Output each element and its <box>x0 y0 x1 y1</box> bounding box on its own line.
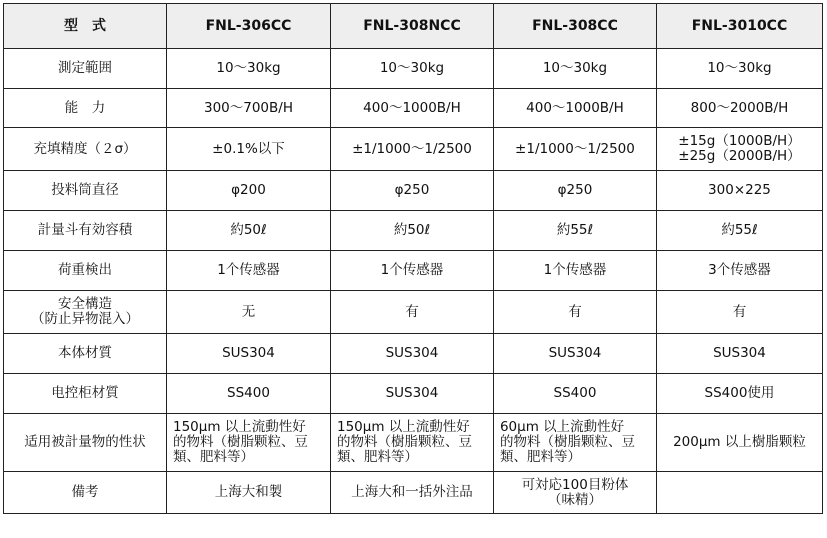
cell-text: SUS304 <box>222 345 275 361</box>
cell-text: φ200 <box>231 182 266 198</box>
model-header-cell: FNL-306CC <box>166 4 330 49</box>
cell-text: φ250 <box>394 182 430 198</box>
table-cell <box>493 291 656 334</box>
cell-text: 适用被計量物的性状 <box>24 434 146 450</box>
cell-text: 安全構造 <box>57 296 112 312</box>
table-cell <box>656 472 822 514</box>
cell-text: （防止异物混入） <box>30 311 139 327</box>
table-cell <box>656 414 822 472</box>
cell-text: 200μm 以上樹脂颗粒 <box>673 434 806 450</box>
table-cell <box>656 211 822 251</box>
table-row <box>4 472 823 514</box>
cell-text: 1个传感器 <box>543 262 607 278</box>
cell-text: 荷重検出 <box>57 262 112 278</box>
table-cell <box>166 49 330 89</box>
table-row <box>4 414 823 472</box>
cell-text: 3个传感器 <box>708 262 771 278</box>
cell-text: 10～30kg <box>542 60 608 76</box>
row-label-cell <box>4 414 167 472</box>
table-cell <box>493 211 656 251</box>
cell-text: ±15g（1000B/H） <box>678 133 801 149</box>
cell-text: 約50ℓ <box>393 222 431 238</box>
table-cell <box>166 128 330 171</box>
table-cell <box>330 414 493 472</box>
cell-text: 投料筒直径 <box>51 182 119 198</box>
cell-text: 計量斗有効容積 <box>37 222 133 238</box>
cell-text: 150μm 以上流動性好 <box>172 419 306 435</box>
header-label-cell: 型 式 <box>4 4 167 49</box>
table-cell <box>656 49 822 89</box>
table-cell <box>330 334 493 374</box>
table-cell <box>166 472 330 514</box>
cell-text: 約50ℓ <box>230 222 267 238</box>
table-cell <box>493 49 656 89</box>
table-cell <box>330 472 493 514</box>
table-row <box>4 128 823 171</box>
cell-text: ±25g（2000B/H） <box>678 148 801 164</box>
cell-text: 1个传感器 <box>217 262 280 278</box>
cell-text: 類、肥料等） <box>172 449 254 465</box>
cell-text: SUS304 <box>548 345 602 361</box>
table-cell <box>166 211 330 251</box>
cell-text: 類、肥料等） <box>499 449 581 465</box>
row-label-cell <box>4 374 167 414</box>
table-cell <box>656 374 822 414</box>
cell-text: SUS304 <box>385 385 439 401</box>
cell-text: 測定範囲 <box>57 60 112 76</box>
cell-text: 150μm 以上流動性好 <box>336 419 470 435</box>
table-cell <box>656 251 822 291</box>
cell-text: （味精） <box>547 491 602 508</box>
cell-text: 10～30kg <box>379 60 445 76</box>
table-cell <box>493 374 656 414</box>
table-cell <box>166 171 330 211</box>
table-cell <box>166 89 330 128</box>
cell-text: 的物料（樹脂颗粒、豆 <box>172 434 308 450</box>
cell-text: 有 <box>405 303 419 320</box>
model-header-cell: FNL-308CC <box>493 4 656 49</box>
cell-text: 300～700B/H <box>203 99 293 116</box>
table-cell <box>330 291 493 334</box>
table-cell <box>330 89 493 128</box>
table-cell <box>166 334 330 374</box>
row-label-cell <box>4 472 167 514</box>
row-label-cell <box>4 171 167 211</box>
cell-text: 約55ℓ <box>721 222 758 238</box>
row-label-cell <box>4 89 167 128</box>
cell-text: 的物料（樹脂颗粒、豆 <box>499 434 635 450</box>
table-cell <box>656 128 822 171</box>
table-cell <box>166 251 330 291</box>
cell-text: SUS304 <box>385 345 439 361</box>
cell-text: 的物料（樹脂颗粒、豆 <box>336 434 472 450</box>
table-cell <box>330 251 493 291</box>
spec-table <box>3 3 823 514</box>
cell-text: SS400 <box>553 385 597 401</box>
cell-text: 充填精度（２σ） <box>33 140 137 157</box>
cell-text: 无 <box>241 303 256 320</box>
model-header-cell: FNL-308NCC <box>330 4 493 49</box>
cell-text: 上海大和一括外注品 <box>351 484 473 500</box>
table-cell <box>656 89 822 128</box>
table-cell <box>330 374 493 414</box>
cell-text: ±0.1%以下 <box>212 140 285 157</box>
cell-text: 800～2000B/H <box>690 99 789 116</box>
table-row <box>4 49 823 89</box>
table-cell <box>330 49 493 89</box>
table-row <box>4 374 823 414</box>
table-cell <box>330 128 493 171</box>
cell-text: φ250 <box>557 182 593 198</box>
cell-text: SS400使用 <box>704 385 775 401</box>
model-header-cell: FNL-3010CC <box>656 4 822 49</box>
row-label-cell <box>4 251 167 291</box>
cell-text: 備考 <box>71 484 99 500</box>
cell-text: 300×225 <box>708 182 771 198</box>
table-row <box>4 251 823 291</box>
cell-text: 60μm 以上流動性好 <box>499 419 625 435</box>
row-label-cell <box>4 291 167 334</box>
cell-text: 約55ℓ <box>556 222 594 238</box>
table-cell <box>166 414 330 472</box>
table-cell <box>493 414 656 472</box>
cell-text: SUS304 <box>713 345 766 361</box>
row-label-cell <box>4 49 167 89</box>
table-cell <box>166 374 330 414</box>
cell-text: 电控柜材質 <box>51 385 119 401</box>
table-row <box>4 334 823 374</box>
table-row <box>4 89 823 128</box>
table-cell <box>493 334 656 374</box>
table-cell <box>493 472 656 514</box>
table-cell <box>493 251 656 291</box>
table-cell <box>493 128 656 171</box>
cell-text: 400～1000B/H <box>526 99 624 116</box>
cell-text: 上海大和製 <box>214 484 283 500</box>
cell-text: 有 <box>568 303 582 320</box>
cell-text: 可対応100目粉体 <box>521 476 629 493</box>
cell-text: 10～30kg <box>216 60 281 76</box>
cell-text: 400～1000B/H <box>363 99 461 116</box>
row-label-cell <box>4 128 167 171</box>
table-cell <box>330 211 493 251</box>
cell-text: 能 力 <box>64 99 106 116</box>
table-row <box>4 211 823 251</box>
row-label-cell <box>4 334 167 374</box>
table-cell <box>493 171 656 211</box>
cell-text: SS400 <box>227 385 270 401</box>
table-cell <box>166 291 330 334</box>
table-cell <box>493 89 656 128</box>
cell-text: 類、肥料等） <box>336 449 418 465</box>
table-row <box>4 291 823 334</box>
header-row <box>4 4 823 49</box>
cell-text: ±1/1000～1/2500 <box>352 140 472 157</box>
table-cell <box>656 291 822 334</box>
table-cell <box>656 171 822 211</box>
cell-text: 有 <box>732 303 747 320</box>
table-row <box>4 171 823 211</box>
cell-text: ±1/1000～1/2500 <box>515 140 635 157</box>
cell-text: 1个传感器 <box>380 262 444 278</box>
table-cell <box>656 334 822 374</box>
table-cell <box>330 171 493 211</box>
row-label-cell <box>4 211 167 251</box>
cell-text: 本体材質 <box>57 345 112 361</box>
cell-text: 10～30kg <box>707 60 772 76</box>
